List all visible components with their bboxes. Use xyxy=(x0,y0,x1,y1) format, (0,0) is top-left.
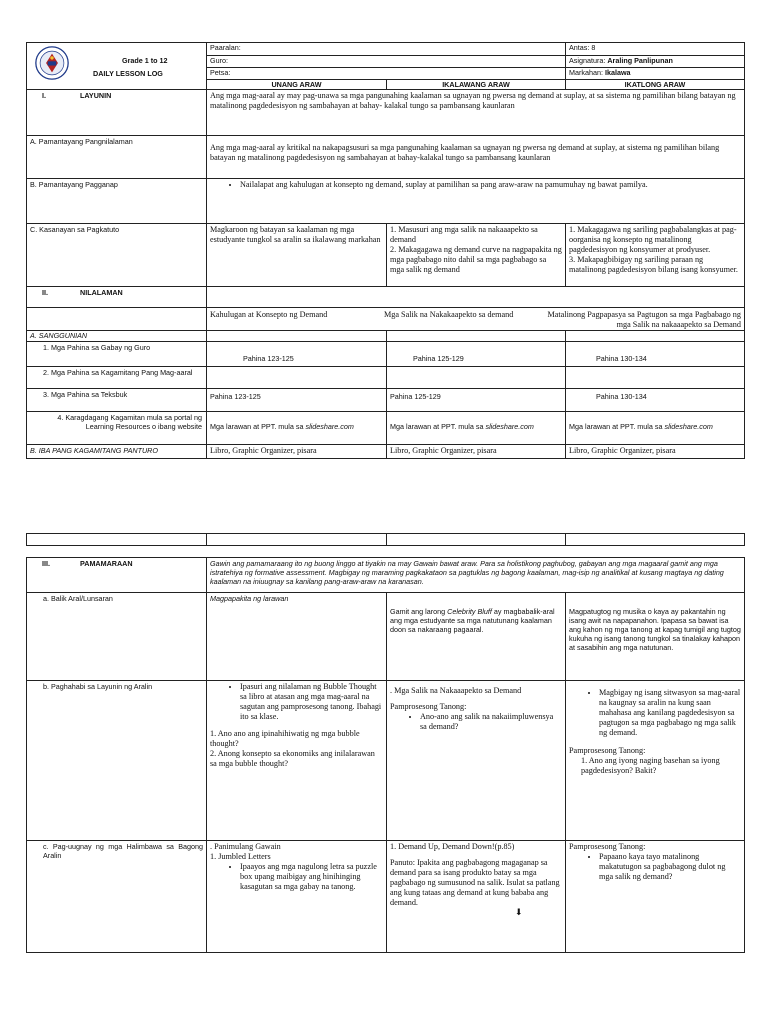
pagganap-cell xyxy=(207,179,745,224)
teksbuk-label: 3. Mga Pahina sa Teksbuk xyxy=(27,389,207,412)
pagganap-bullet: • Nailalapat ang kahulugan at konsepto ng demand, suplay at pamilihan sa pang araw-araw na pamumuhay ng bawat pamilya. xyxy=(240,180,741,190)
pangnilalaman-label: A. Pamantayang Pangnilalaman xyxy=(27,136,207,179)
pamamaraan-num: III. xyxy=(42,559,50,568)
asignatura-value: Araling Panlipunan xyxy=(607,56,673,65)
iba-label: B. IBA PANG KAGAMITANG PANTURO xyxy=(27,445,207,459)
gabay-guro-label: 1. Mga Pahina sa Gabay ng Guro xyxy=(27,342,207,367)
pamamaraan-label: PAMAMARAAN xyxy=(80,559,133,568)
balik-day2-post: ay magbabalik-aral ang mga estudyante sa mga natutunang kaalaman doon sa nakaraang pagaaral. xyxy=(390,607,555,634)
pangnilalaman-value: Ang mga mag-aaral ay kritikal na nakapagsusuri sa mga pangunahing kaalaman sa ugnayan ng pwersa ng demand at suplay, at sistema ng pamilihan bilang batayan ng matalinong pagdedesisyon ng sambahayan at bahay-kalakal tungo sa pambansang kaunlaran xyxy=(210,143,720,162)
pagganap-label: B. Pamantayang Pagganap xyxy=(27,179,207,224)
nilalaman-num: II. xyxy=(42,288,48,297)
paghahabi-day1 xyxy=(207,681,387,841)
kasanayan-day3 xyxy=(566,224,745,287)
paghahabi-day1-q1: 1. Ano ano ang ipinahihiwatig ng mga bubble thought? xyxy=(210,729,360,748)
nilalaman-day1: Kahulugan at Konsepto ng Demand xyxy=(210,310,328,319)
paguugnay-day1-title: . Panimulang Gawain xyxy=(210,842,281,851)
spacer-cell xyxy=(566,534,745,546)
paguugnay-day3 xyxy=(566,841,745,953)
paghahabi-day3 xyxy=(566,681,745,841)
teksbuk-day3: Pahina 130-134 xyxy=(566,389,745,412)
paguugnay-day1-bullet: • Ipaayos ang mga nagulong letra sa puzzle box upang maibigay ang hinihinging kasagutan sa mga gabay na tanong. xyxy=(240,862,383,892)
lr-day3-prefix: Mga larawan at PPT. mula sa xyxy=(569,422,665,431)
deped-seal-icon xyxy=(35,46,69,80)
paguugnay-day2-title: 1. Demand Up, Demand Down!(p.85) xyxy=(390,842,515,851)
paguugnay-day3-bullet: • Papaano kaya tayo matalinong makatutugon sa pagbabagong dulot ng mga salik ng demand? xyxy=(599,852,741,882)
lesson-log-table-top xyxy=(26,42,745,459)
teksbuk-day2: Pahina 125-129 xyxy=(387,389,566,412)
sanggunian-label: A. SANGGUNIAN xyxy=(27,331,207,342)
markahan-value: Ikalawa xyxy=(604,68,631,77)
paguugnay-label-cell xyxy=(27,841,207,953)
paguugnay-day1-sub: 1. Jumbled Letters xyxy=(210,852,271,861)
layunin-num: I. xyxy=(42,91,46,100)
gabay-guro-day3: Pahina 130-134 xyxy=(566,342,745,367)
paaralan-field[interactable]: Paaralan: xyxy=(207,43,566,56)
spacer-cell xyxy=(387,534,566,546)
markahan-field xyxy=(566,68,745,80)
markahan-label: Markahan: xyxy=(569,68,605,77)
paguugnay-label: c. Pag-uugnay ng mga Halimbawa sa Bagong Aralin xyxy=(43,842,203,860)
paguugnay-day3-tanong: Pamprosesong Tanong: xyxy=(569,842,646,851)
kasanayan-day3-item: 1. Makagagawa ng sariling pagbabalangkas at pag-oorganisa ng konsepto ng matalinong pagdedesisyon ng konsyumer at prodyuser. xyxy=(569,225,737,254)
day2-header: IKALAWANG ARAW xyxy=(387,80,566,90)
gabay-guro-day2: Pahina 125-129 xyxy=(387,342,566,367)
lr-day2-prefix: Mga larawan at PPT. mula sa xyxy=(390,422,486,431)
log-title: DAILY LESSON LOG xyxy=(93,69,163,78)
kasanayan-day2-item: 2. Makagagawa ng demand curve na nagpapakita ng mga pagbabago nito dahil sa mga pagbabago sa mga salik ng demand xyxy=(390,245,562,274)
lr-day1-site[interactable]: slideshare.com xyxy=(305,422,354,431)
day3-header: IKATLONG ARAW xyxy=(566,80,745,90)
sanggunian-empty-2 xyxy=(387,331,566,342)
asignatura-label: Asignatura: xyxy=(569,56,608,65)
day1-header: UNANG ARAW xyxy=(207,80,387,90)
pamamaraan-instructions: Gawin ang pamamaraang ito ng buong linggo at tiyakin na may Gawain bawat araw. Para sa holistikong paghubog, gabayan ang mga magaaral gamit ang mga istratehiya ng formative assessment. Magbigay ng maraming pagkakataon sa pagtuklas ng bagong kaalaman, mag-isip ng analitikal at kusang magtaya ng dating kaalaman na iniuugnay sa kanilang pang-araw-araw na karanasan. xyxy=(207,558,745,593)
paghahabi-label: b. Paghahabi sa Layunin ng Aralin xyxy=(27,681,207,841)
paguugnay-day1 xyxy=(207,841,387,953)
paghahabi-day2-title: . Mga Salik na Nakaaapekto sa Demand xyxy=(390,686,522,695)
layunin-label: LAYUNIN xyxy=(80,91,112,100)
gabay-guro-day1: Pahina 123-125 xyxy=(207,342,387,367)
paghahabi-day2-bullet: • Ano-ano ang salik na nakaiimpluwensya sa demand? xyxy=(420,712,562,732)
kagamitan-label: 2. Mga Pahina sa Kagamitang Pang Mag-aaral xyxy=(27,367,207,389)
antas-field: Antas: 8 xyxy=(566,43,745,56)
kagamitan-day2 xyxy=(387,367,566,389)
spacer-cell xyxy=(207,534,387,546)
guro-field[interactable]: Guro: xyxy=(207,56,566,68)
pangnilalaman-text xyxy=(207,136,745,179)
lesson-log-table-bottom xyxy=(26,557,745,953)
lr-day2 xyxy=(387,412,566,445)
nilalaman-blank xyxy=(27,308,207,331)
lr-day1-prefix: Mga larawan at PPT. mula sa xyxy=(210,422,306,431)
kasanayan-day2 xyxy=(387,224,566,287)
paghahabi-day2-tanong: Pamprosesong Tanong: xyxy=(390,702,467,711)
nilalaman-label: NILALAMAN xyxy=(80,288,123,297)
kasanayan-label: C. Kasanayan sa Pagkatuto xyxy=(27,224,207,287)
spacer-table xyxy=(26,533,745,546)
arrow-down-icon: ⬇ xyxy=(515,907,523,917)
lr-day1 xyxy=(207,412,387,445)
nilalaman-day2: Mga Salik na Nakakaapekto sa demand xyxy=(384,310,514,319)
iba-day3: Libro, Graphic Organizer, pisara xyxy=(566,445,745,459)
teksbuk-day1: Pahina 123-125 xyxy=(207,389,387,412)
kagamitan-day1 xyxy=(207,367,387,389)
lr-day2-site[interactable]: slideshare.com xyxy=(485,422,534,431)
petsa-field[interactable]: Petsa: xyxy=(207,68,566,80)
nilalaman-topics xyxy=(207,308,745,331)
paghahabi-day1-bullet: • Ipasuri ang nilalaman ng Bubble Thought sa libro at atasan ang mga mag-aaral na sagutan ang pamprosesong tanong. Ibahagi ito sa klase. xyxy=(240,682,383,722)
grade-label: Grade 1 to 12 xyxy=(122,56,168,65)
nilalaman-empty xyxy=(207,287,745,308)
lr-day3-site[interactable]: slideshare.com xyxy=(664,422,713,431)
paghahabi-day3-tanong: Pamprosesong Tanong: xyxy=(569,746,646,755)
paghahabi-day2 xyxy=(387,681,566,841)
kasanayan-day2-item: 1. Masusuri ang mga salik na nakaaapekto sa demand xyxy=(390,225,538,244)
header-logo-cell xyxy=(27,43,207,90)
kasanayan-day3-item: 3. Makapagbibigay ng sariling paraan ng matalinong pagdedesisyon bilang isang konsyumer. xyxy=(569,255,738,274)
balik-aral-day3: Magpatugtog ng musika o kaya ay pakantahin ng isang awit na napapanahon. Ipapasa sa bawat isa ang kahon ng mga tanong at kapag tumigil ang tugtog kukuha ng isang tanong tungkol sa tinalakay kahapon at sasabihin ang mga natutunan. xyxy=(566,593,745,681)
kagamitan-day3 xyxy=(566,367,745,389)
lr-day3 xyxy=(566,412,745,445)
paguugnay-day2-text: Panuto: Ipakita ang pagbabagong magaganap sa demand para sa isang produkto batay sa mga pagbabago ng sumusunod na salik. Isulat sa patlang ang kung tataas ang demand at kung bababa ang demand. xyxy=(390,858,560,907)
paguugnay-day2 xyxy=(387,841,566,953)
asignatura-field xyxy=(566,56,745,68)
balik-day2-pre: Gamit ang larong xyxy=(390,607,448,616)
sanggunian-empty-3 xyxy=(566,331,745,342)
sanggunian-empty-1 xyxy=(207,331,387,342)
nilalaman-label-cell xyxy=(27,287,207,308)
paghahabi-day3-q: 1. Ano ang iyong naging basehan sa iyong pagdedesisyon? Bakit? xyxy=(581,756,720,775)
layunin-text: Ang mga mag-aaral ay may pag-unawa sa mga pangunahing kaalaman sa ugnayan ng pwersa ng demand at suplay, at sa sistema ng pamilihan bilang batayan ng matalinong pagdedesisyon ng sambahayan at bahay- kalakal tungo sa pambansang kaunlaran xyxy=(207,90,745,136)
lr-portal-label: 4. Karagdagang Kagamitan mula sa portal ng Learning Resources o ibang website xyxy=(27,412,207,445)
balik-aral-day1: Magpapakita ng larawan xyxy=(207,593,387,681)
iba-day2: Libro, Graphic Organizer, pisara xyxy=(387,445,566,459)
balik-aral-label: a. Balik Aral/Lunsaran xyxy=(27,593,207,681)
layunin-label-cell xyxy=(27,90,207,136)
celebrity-bluff-game: Celebrity Bluff xyxy=(447,607,492,616)
spacer-cell xyxy=(27,534,207,546)
iba-day1: Libro, Graphic Organizer, pisara xyxy=(207,445,387,459)
paghahabi-day3-bullet: • Magbigay ng isang sitwasyon sa mag-aaral na kaugnay sa aralin na kung saan mahahasa ang kanilang pagdedesisyon sa pagtugon sa mga pagbabago ng mga salik ng demand. xyxy=(599,688,741,738)
paghahabi-day1-q2: 2. Anong konsepto sa ekonomiks ang inilalarawan sa mga bubble thought? xyxy=(210,749,375,768)
nilalaman-day3: Matalinong Pagpapasya sa Pagtugon sa mga Pagbabago ng mga Salik na nakaaapekto sa Demand xyxy=(547,310,741,329)
kasanayan-day1: Magkaroon ng batayan sa kaalaman ng mga estudyante tungkol sa aralin sa ikalawang markahan xyxy=(207,224,387,287)
balik-aral-day2 xyxy=(387,593,566,681)
pamamaraan-label-cell xyxy=(27,558,207,593)
